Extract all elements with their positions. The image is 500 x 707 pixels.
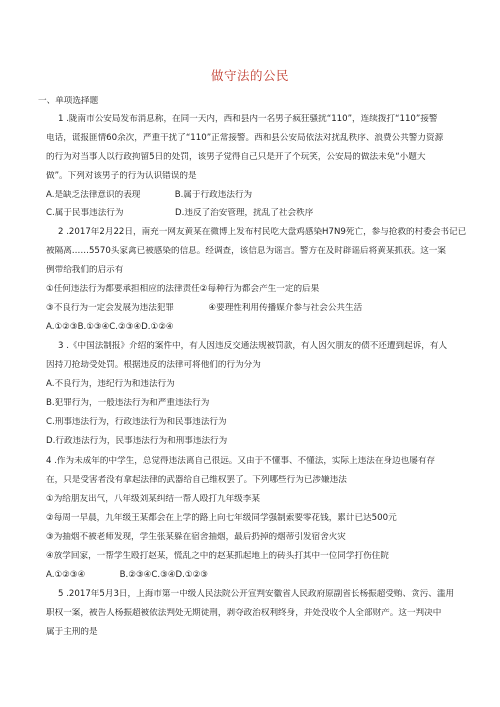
section-heading: 一、单项选择题 (38, 96, 99, 106)
q4-statement-line: ③为抽烟不被老师发现，学生张某躲在宿舍抽烟，最后扔掉的烟蒂引发宿舍火灾 (46, 532, 346, 542)
q1-line: 电话，谎报匪情60余次，严重干扰了“110”正常接警。西和县公安局依法对扰乱秩序、浪费公共警力资源 (46, 133, 444, 143)
q4-option-line: A.①②③④ B.②③④C.③④D.①②③ (46, 570, 208, 580)
q5-line: 5 .2017年5月3日，上海市第一中级人民法院公开宣判安徽省人民政府原副省长杨振超受贿、贪污、滥用 (58, 589, 455, 599)
q2-line: 被隔离……5570头家禽已被感染的信息。经调查，该信息为谣言。警方在及时辟谣后将黄某抓获。这一案 (46, 246, 446, 256)
q4-statement-line: ④放学回家，一帮学生殴打赵某，慌乱之中的赵某抓起地上的砖头打其中一位同学打伤住院 (46, 551, 389, 561)
q4-statement-line: ②每周一早晨，九年级王某都会在上学的路上向七年级同学强制索要零花钱，累计已达500元 (46, 513, 397, 523)
q2-statement-line: ①任何违法行为都要承担相应的法律责任②每种行为都会产生一定的后果 (46, 284, 320, 294)
q4-line: 在，只是受害者没有拿起法律的武器给自己维权罢了。下列哪些行为已涉嫌违法 (46, 475, 347, 485)
q3-line: 3 .《中国法制报》介绍的案件中，有人因违反交通法规被罚款，有人因欠朋友的债不还遭到起诉，有人 (58, 341, 448, 351)
page-title: 做守法的公民 (210, 68, 289, 83)
q5-line: 职权一案，被告人杨振超被依法判处无期徒刑，剥夺政治权利终身，并处没收个人全部财产。这一判决中 (46, 608, 442, 618)
q1-line: 做”。下列对该男子的行为认识错误的是 (46, 171, 197, 181)
q2-line: 2 .2017年2月22日，南充一网友黄某在微博上发布村民吃大盘鸡感染H7N9死亡，参与抢救的村委会书记已 (58, 227, 467, 237)
q1-line: 的行为对当事人以行政拘留5日的处罚，该男子觉得自己只是开了个玩笑，公安局的做法未免“小题大 (46, 152, 426, 162)
q3-line: 因持刀抢劫受处罚。根据违反的法律可将他们的行为分为 (46, 360, 261, 370)
q5-line: 属于主刑的是 (46, 627, 98, 637)
q3-option-line: D.行政违法行为，民事违法行为和刑事违法行为 (46, 436, 228, 446)
q2-statement-line: ③不良行为一定会发展为违法犯罪 ④要理性利用传播媒介参与社会公共生活 (46, 303, 363, 313)
q3-option-line: A.不良行为，违纪行为和违法行为 (46, 379, 175, 389)
q3-option-line: B.犯罪行为，一般违法行为和严重违法行为 (46, 398, 210, 408)
q2-option-line: A.①②③B.①③④C.②③④D.①②④ (46, 322, 174, 332)
q4-line: 4 .作为未成年的中学生，总觉得违法离自己很远。又由于不懂事、不懂法，实际上违法在身边也屡有存 (46, 456, 436, 466)
q1-option-line: C.属于民事违法行为 D.违反了治安管理，扰乱了社会秩序 (46, 208, 314, 218)
q1-line: 1 .陇南市公安局发布消息称，在同一天内，西和县内一名男子疯狂骚扰“110”，连续拨打“110”接警 (58, 114, 438, 124)
q1-option-line: A.是缺乏法律意识的表现 B.属于行政违法行为 (46, 190, 253, 200)
q4-statement-line: ①为给朋友出气，八年级刘某纠结一帮人殴打九年级李某 (46, 494, 260, 504)
q2-line: 例带给我们的启示有 (46, 265, 124, 275)
q3-option-line: C.刑事违法行为，行政违法行为和民事违法行为 (46, 417, 227, 427)
